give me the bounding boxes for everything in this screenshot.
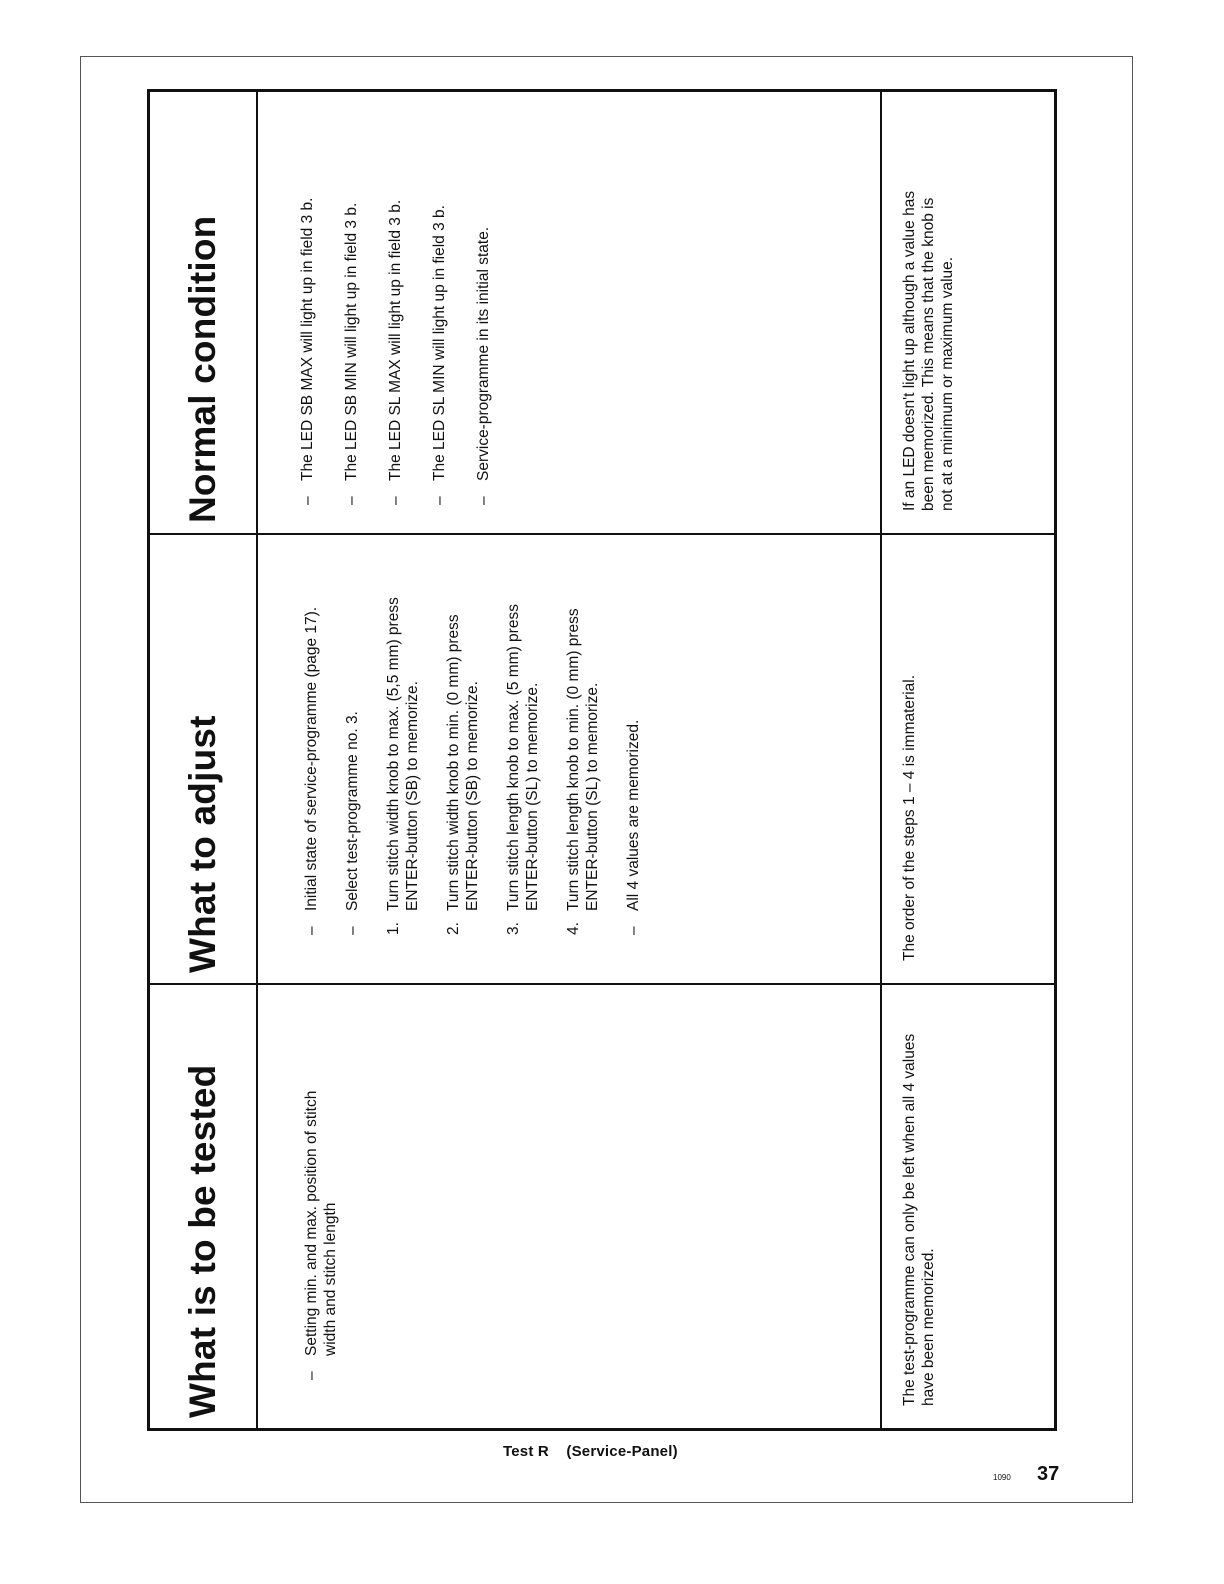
list-marker: 4. <box>565 922 582 935</box>
list-item-text: Turn stitch length knob to max. (5 mm) press ENTER-button (SL) to memorize. <box>505 604 541 911</box>
table-container <box>147 89 1057 1431</box>
list-item <box>430 112 449 505</box>
list-item <box>386 112 405 505</box>
header-what-to-adjust: What to adjust <box>150 533 258 983</box>
page-number: 37 <box>1037 1463 1060 1485</box>
list-item-text: Turn stitch width knob to max. (5,5 mm) press ENTER-button (SB) to memorize. <box>385 597 421 911</box>
list-item <box>298 112 317 505</box>
list-item <box>504 555 542 935</box>
list-marker: – <box>431 496 448 505</box>
col2-body <box>258 533 882 983</box>
test-table <box>147 89 1057 1431</box>
list-marker: – <box>303 1371 320 1380</box>
list-item <box>302 1060 340 1380</box>
footer-caption: Test R (Service-Panel) <box>503 1443 678 1460</box>
list-marker: – <box>343 496 360 505</box>
col3-note: If an LED doesn't light up although a value has been memorized. This means that the knob is not at a minimum or maximum value. <box>901 190 956 511</box>
list-item <box>343 555 362 935</box>
list-item-text: Select test-programme no. 3. <box>344 711 361 911</box>
list-item <box>384 555 422 935</box>
list-marker: – <box>625 926 642 935</box>
list-item-text: Service-programme in its initial state. <box>475 226 492 481</box>
list-item-text: The LED SL MIN will light up in field 3 b. <box>431 205 448 481</box>
list-item-text: The LED SB MIN will light up in field 3 b. <box>343 202 360 481</box>
list-item <box>564 555 602 935</box>
list-marker: – <box>344 926 361 935</box>
list-item <box>342 112 361 505</box>
list-item-text: Turn stitch width knob to min. (0 mm) press ENTER-button (SB) to memorize. <box>445 614 481 911</box>
list-item-text: The LED SB MAX will light up in field 3 b. <box>299 197 316 481</box>
adjust-steps-list <box>302 555 643 935</box>
header-what-is-to-be-tested: What is to be tested <box>150 983 258 1428</box>
normal-condition-list <box>298 112 493 505</box>
list-item <box>444 555 482 935</box>
list-marker: 2. <box>445 922 462 935</box>
list-item-text: Initial state of service-programme (page 17). <box>303 606 320 911</box>
list-item <box>624 555 643 935</box>
col2-note: The order of the steps 1 – 4 is immaterial. <box>882 533 1054 983</box>
list-item-text: All 4 values are memorized. <box>625 719 642 911</box>
list-marker: 1. <box>385 922 402 935</box>
col1-body <box>258 983 882 1428</box>
list-marker: – <box>387 496 404 505</box>
list-item-text: Turn stitch length knob to min. (0 mm) press ENTER-button (SL) to memorize. <box>565 608 601 911</box>
list-item-text: Setting min. and max. position of stitch width and stitch length <box>303 1090 339 1356</box>
list-item-text: The LED SL MAX will light up in field 3 b. <box>387 199 404 481</box>
list-marker: – <box>475 496 492 505</box>
col3-note-cell <box>882 92 1054 533</box>
list-marker: – <box>303 926 320 935</box>
list-item <box>474 112 493 505</box>
header-normal-condition: Normal condition <box>150 92 258 533</box>
list-item <box>302 555 321 935</box>
list-marker: – <box>299 496 316 505</box>
footer-code: 1090 <box>993 1473 1011 1482</box>
col3-body <box>258 92 882 533</box>
list-marker: 3. <box>505 922 522 935</box>
col1-note: The test-programme can only be left when all 4 values have been memorized. <box>882 983 1054 1428</box>
